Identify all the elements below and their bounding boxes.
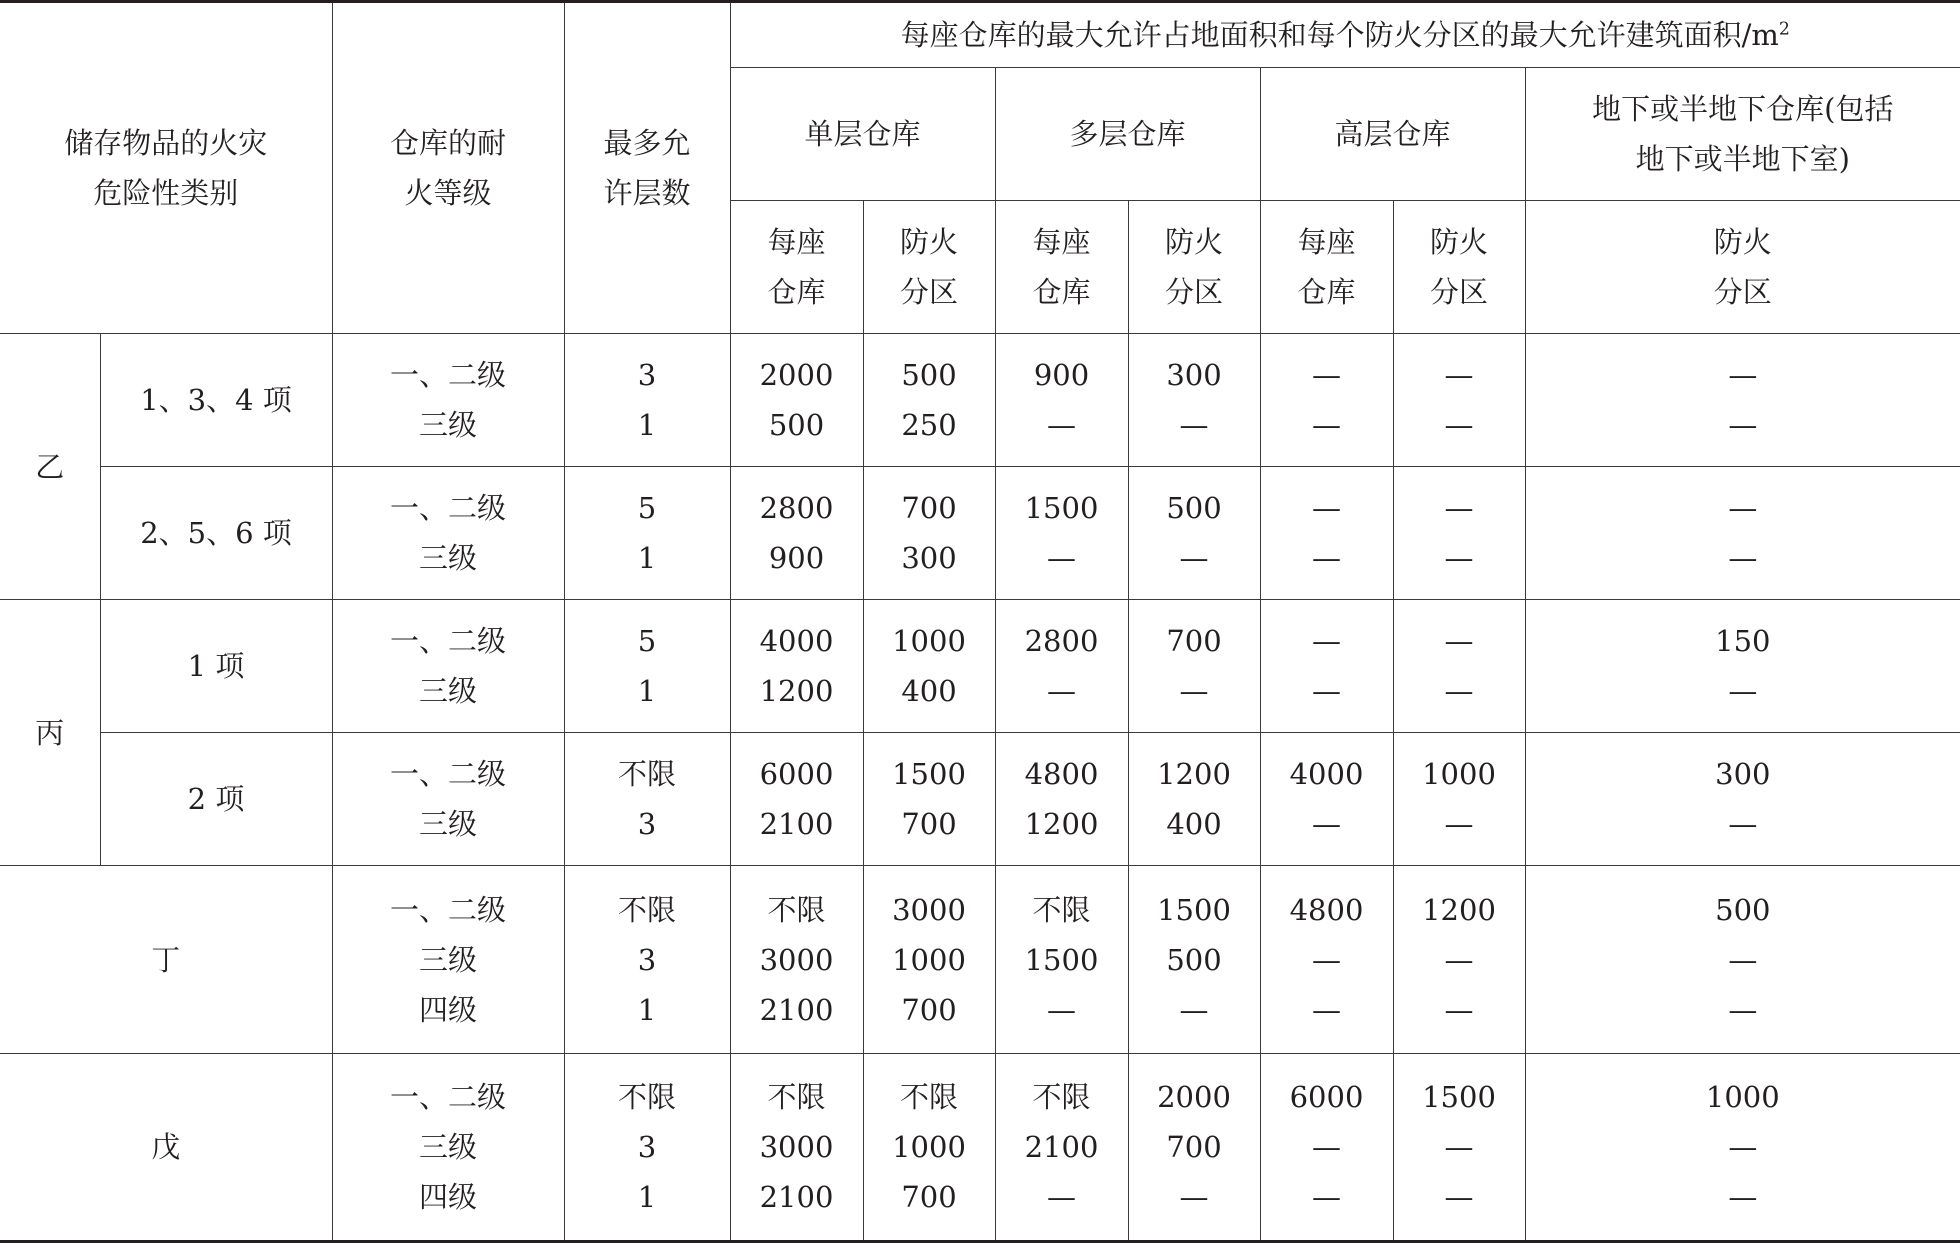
value-line: 不限 [618,892,677,927]
value-line: 三级 [419,942,478,977]
value-line: 4800 [1024,757,1099,791]
value-line: 6000 [759,757,834,791]
value-line: 不限 [1032,892,1091,927]
high-warehouse-cell [1260,733,1393,866]
value-line: 1 [637,408,657,442]
single-warehouse-cell [730,733,863,866]
value-line: 700 [1166,1130,1222,1164]
value-line: 3 [637,358,657,392]
value-line: 1 [637,992,657,1027]
multi-warehouse-cell [995,334,1128,467]
value-line: — [1312,358,1342,392]
header-category [0,2,332,334]
max-floors-cell [564,866,730,1054]
value-line: — [1444,674,1474,708]
fire-rating-cell [332,467,564,600]
value-line: — [1444,807,1474,841]
value-line: 一、二级 [390,1080,507,1114]
header-high-per-warehouse [1260,201,1393,334]
header-max-floors [564,2,730,334]
header-single-fire-compartment-line-1: 防火 [900,225,959,259]
value-line: — [1312,1180,1342,1214]
high-compartment-cell [1393,334,1525,467]
value-line: 300 [1715,757,1771,791]
value-line: 250 [901,408,957,442]
fire-rating-cell [332,733,564,866]
header-multi-fire-compartment [1128,201,1260,334]
value-line: 500 [1166,942,1222,977]
item-cell: 1、3、4 项 [100,334,332,467]
value-line: 一、二级 [390,624,507,658]
value-line: 三级 [419,674,478,708]
header-area-unit-sup: 2 [1778,19,1790,40]
header-multi-story: 多层仓库 [995,68,1260,201]
high-compartment-cell [1393,866,1525,1054]
header-single-per-warehouse [730,201,863,334]
header-high-per-warehouse-line-2: 仓库 [1297,275,1356,309]
header-multi-per-warehouse [995,201,1128,334]
value-line: — [1312,491,1342,525]
value-line: 2000 [1157,1080,1231,1114]
header-fire-rating-line-1: 仓库的耐 [390,126,507,160]
high-compartment-cell [1393,733,1525,866]
value-line: 2100 [759,1180,834,1214]
value-line: 1500 [1157,892,1231,927]
value-line: 不限 [767,892,826,927]
value-line: 4000 [1289,757,1364,791]
value-line: 一、二级 [390,757,507,791]
value-line: 2800 [1024,624,1099,658]
header-area-group-text: 每座仓库的最大允许占地面积和每个防火分区的最大允许建筑面积/m [900,18,1779,52]
value-line: — [1444,992,1474,1027]
multi-warehouse-cell [995,600,1128,733]
multi-warehouse-cell [995,866,1128,1054]
value-line: 三级 [419,807,478,841]
category-cell: 丙 [0,600,100,866]
multi-compartment-cell [1128,866,1260,1054]
value-line: — [1312,807,1342,841]
value-line: 3000 [759,942,834,977]
value-line: 4800 [1289,892,1364,927]
value-line: 700 [1166,624,1222,658]
underground-compartment-cell [1525,733,1960,866]
item-cell: 2 项 [100,733,332,866]
value-line: 1000 [892,942,966,977]
value-line: 900 [1033,358,1090,392]
value-line: — [1728,992,1758,1027]
value-line: 900 [768,541,825,575]
value-line: 三级 [419,541,478,575]
category-cell: 丁 [0,866,332,1054]
value-line: — [1047,541,1077,575]
header-underground-fire-compartment [1525,201,1960,334]
single-compartment-cell [863,334,995,467]
header-underground-line-2: 地下或半地下室) [1635,142,1850,176]
underground-compartment-cell [1525,600,1960,733]
value-line: — [1728,358,1758,392]
underground-compartment-cell [1525,467,1960,600]
value-line: 1000 [892,1130,966,1164]
value-line: 不限 [767,1080,826,1114]
value-line: 不限 [618,757,677,791]
high-compartment-cell [1393,467,1525,600]
value-line: 700 [901,992,957,1027]
header-single-story: 单层仓库 [730,68,995,201]
header-single-fire-compartment-line-2: 分区 [900,275,959,309]
category-cell: 戊 [0,1054,332,1242]
value-line: — [1444,624,1474,658]
value-line: 一、二级 [390,491,507,525]
value-line: 1200 [1024,807,1099,841]
value-line: 500 [768,408,825,442]
value-line: — [1312,541,1342,575]
value-line: — [1312,674,1342,708]
value-line: 1200 [1422,892,1496,927]
value-line: 一、二级 [390,358,507,392]
value-line: — [1444,358,1474,392]
header-max-floors-line-2: 许层数 [603,176,691,210]
value-line: — [1047,992,1077,1027]
value-line: — [1179,992,1209,1027]
value-line: 3 [637,942,657,977]
value-line: 700 [901,491,957,525]
high-warehouse-cell [1260,866,1393,1054]
underground-compartment-cell [1525,334,1960,467]
value-line: — [1728,541,1758,575]
header-single-per-warehouse-line-1: 每座 [767,225,826,259]
header-multi-fire-compartment-line-2: 分区 [1165,275,1224,309]
value-line: 500 [1166,491,1222,525]
value-line: — [1047,408,1077,442]
value-line: 1000 [1422,757,1496,791]
value-line: — [1179,1180,1209,1214]
value-line: — [1047,1180,1077,1214]
value-line: — [1312,624,1342,658]
table-row [0,334,1960,467]
value-line: — [1728,491,1758,525]
item-cell: 1 项 [100,600,332,733]
value-line: 5 [637,624,657,658]
single-warehouse-cell [730,467,863,600]
value-line: — [1179,541,1209,575]
value-line: 四级 [419,992,478,1027]
fire-rating-cell [332,600,564,733]
header-high-fire-compartment [1393,201,1525,334]
header-multi-fire-compartment-line-1: 防火 [1165,225,1224,259]
max-floors-cell [564,334,730,467]
high-warehouse-cell [1260,334,1393,467]
value-line: — [1444,1180,1474,1214]
category-cell: 乙 [0,334,100,600]
value-line: — [1444,942,1474,977]
value-line: 2100 [759,992,834,1027]
header-fire-rating [332,2,564,334]
value-line: — [1728,1180,1758,1214]
value-line: — [1312,1130,1342,1164]
header-multi-per-warehouse-line-2: 仓库 [1032,275,1091,309]
header-underground-fire-compartment-line-2: 分区 [1713,275,1772,309]
value-line: 1 [637,541,657,575]
value-line: — [1444,491,1474,525]
value-line: — [1312,942,1342,977]
value-line: — [1444,408,1474,442]
value-line: 2100 [1024,1130,1099,1164]
value-line: — [1728,1130,1758,1164]
value-line: 3 [637,1130,657,1164]
multi-compartment-cell [1128,733,1260,866]
value-line: — [1728,674,1758,708]
value-line: 三级 [419,1130,478,1164]
fire-rating-cell [332,334,564,467]
header-fire-rating-line-2: 火等级 [404,176,492,210]
value-line: 2100 [759,807,834,841]
value-line: 1500 [892,757,966,791]
value-line: — [1179,674,1209,708]
value-line: — [1444,1130,1474,1164]
fire-rating-cell [332,866,564,1054]
header-single-fire-compartment [863,201,995,334]
header-high-per-warehouse-line-1: 每座 [1297,225,1356,259]
value-line: — [1312,992,1342,1027]
value-line: 四级 [419,1180,478,1214]
value-line: 300 [1166,358,1222,392]
header-max-floors-line-1: 最多允 [603,126,691,160]
max-floors-cell [564,467,730,600]
value-line: 400 [901,674,957,708]
header-single-per-warehouse-line-2: 仓库 [767,275,826,309]
underground-compartment-cell [1525,866,1960,1054]
value-line: 1000 [1705,1080,1780,1114]
value-line: 不限 [1032,1080,1091,1114]
header-multi-per-warehouse-line-1: 每座 [1032,225,1091,259]
value-line: 1500 [1024,942,1099,977]
value-line: 150 [1715,624,1771,658]
value-line: 3000 [892,892,966,927]
value-line: 1500 [1024,491,1099,525]
single-compartment-cell [863,600,995,733]
multi-compartment-cell [1128,467,1260,600]
table-row [0,1054,1960,1242]
multi-compartment-cell [1128,334,1260,467]
single-compartment-cell [863,467,995,600]
table-row [0,467,1960,600]
value-line: 3000 [759,1130,834,1164]
multi-warehouse-cell [995,733,1128,866]
item-cell: 2、5、6 项 [100,467,332,600]
value-line: 500 [1715,892,1771,927]
single-compartment-cell [863,1054,995,1242]
value-line: 500 [901,358,957,392]
header-high-rise: 高层仓库 [1260,68,1525,201]
single-warehouse-cell [730,1054,863,1242]
high-warehouse-cell [1260,600,1393,733]
header-category-line-1: 储存物品的火灾 [64,126,268,160]
value-line: 400 [1166,807,1222,841]
value-line: — [1047,674,1077,708]
value-line: 1 [637,1180,657,1214]
header-category-line-2: 危险性类别 [93,176,239,210]
value-line: 700 [901,807,957,841]
underground-compartment-cell [1525,1054,1960,1242]
multi-compartment-cell [1128,1054,1260,1242]
header-high-fire-compartment-line-1: 防火 [1430,225,1489,259]
multi-warehouse-cell [995,1054,1128,1242]
header-high-fire-compartment-line-2: 分区 [1430,275,1489,309]
value-line: 1500 [1422,1080,1496,1114]
high-warehouse-cell [1260,1054,1393,1242]
value-line: — [1728,942,1758,977]
header-row-1 [0,2,1960,68]
header-area-group [730,2,1960,68]
value-line: — [1728,408,1758,442]
value-line: 不限 [900,1080,959,1114]
value-line: — [1728,807,1758,841]
value-line: 2800 [759,491,834,525]
header-underground [1525,68,1960,201]
value-line: — [1179,408,1209,442]
value-line: — [1312,408,1342,442]
value-line: 2000 [759,358,834,392]
multi-compartment-cell [1128,600,1260,733]
value-line: 一、二级 [390,892,507,927]
value-line: 1200 [759,674,834,708]
table-row [0,866,1960,1054]
fire-rating-cell [332,1054,564,1242]
single-warehouse-cell [730,866,863,1054]
multi-warehouse-cell [995,467,1128,600]
value-line: 6000 [1289,1080,1364,1114]
max-floors-cell [564,1054,730,1242]
value-line: — [1444,541,1474,575]
value-line: 三级 [419,408,478,442]
value-line: 1 [637,674,657,708]
table-row [0,600,1960,733]
value-line: 3 [637,807,657,841]
single-compartment-cell [863,733,995,866]
single-compartment-cell [863,866,995,1054]
high-warehouse-cell [1260,467,1393,600]
high-compartment-cell [1393,600,1525,733]
value-line: 1200 [1157,757,1231,791]
high-compartment-cell [1393,1054,1525,1242]
value-line: 4000 [759,624,834,658]
header-underground-line-1: 地下或半地下仓库(包括 [1592,92,1894,126]
value-line: 不限 [618,1080,677,1114]
single-warehouse-cell [730,334,863,467]
value-line: 300 [901,541,957,575]
table-row [0,733,1960,866]
single-warehouse-cell [730,600,863,733]
header-underground-fire-compartment-line-1: 防火 [1713,225,1772,259]
max-floors-cell [564,600,730,733]
max-floors-cell [564,733,730,866]
value-line: 5 [637,491,657,525]
value-line: 700 [901,1180,957,1214]
value-line: 1000 [892,624,966,658]
